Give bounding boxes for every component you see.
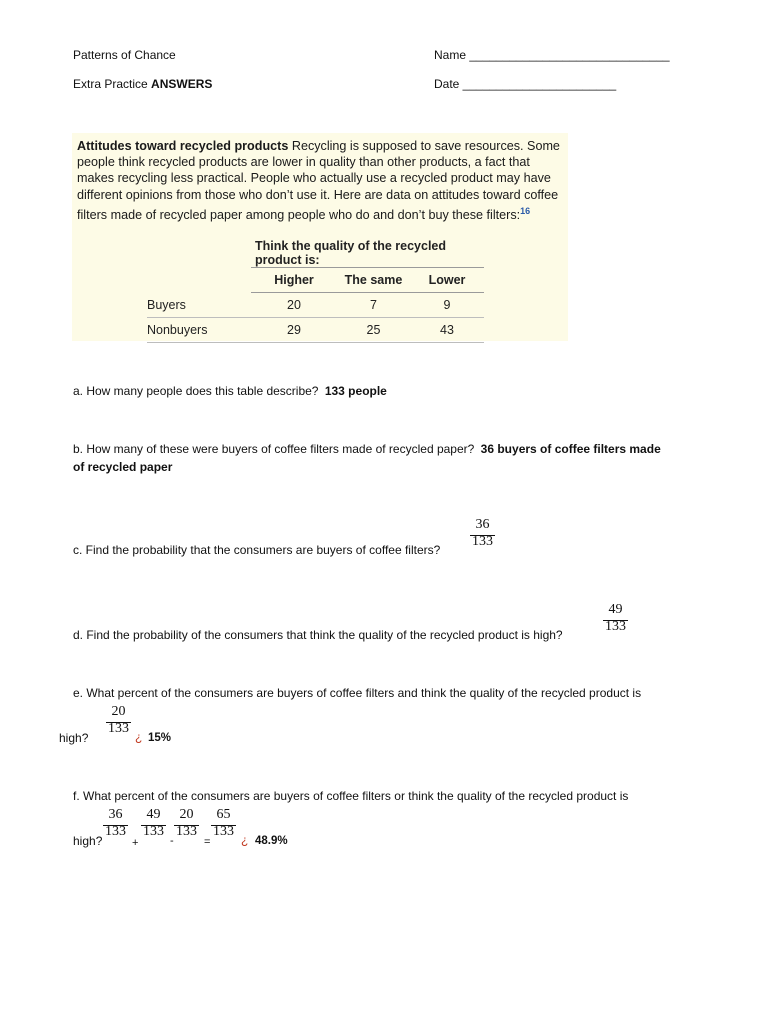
excerpt-paragraph — [77, 138, 563, 223]
answer-e: 15% — [148, 732, 172, 744]
fraction-numerator: 20 — [179, 807, 194, 822]
table-cell: 7 — [337, 293, 410, 318]
question-f-text-continued: high? — [73, 834, 103, 848]
table-cell: 29 — [251, 318, 337, 343]
fraction-numerator: 65 — [216, 807, 231, 822]
approx-symbol: ¿ — [135, 730, 143, 744]
question-a — [73, 384, 387, 398]
answer-c-fraction — [470, 517, 495, 550]
subtitle-prefix: Extra Practice — [73, 77, 148, 91]
table-row — [147, 318, 484, 343]
column-header: The same — [337, 268, 410, 293]
table-cell: 20 — [251, 293, 337, 318]
fraction-numerator: 36 — [108, 807, 123, 822]
row-label: Buyers — [147, 293, 251, 318]
table-row — [147, 293, 484, 318]
fraction-denominator: 133 — [143, 824, 164, 839]
answer-f: 48.9% — [255, 835, 288, 847]
question-b-text: b. How many of these were buyers of coffee filters made of recycled paper? — [73, 442, 475, 456]
table-cell: 9 — [410, 293, 484, 318]
worksheet-subtitle — [73, 77, 212, 91]
fraction-denominator: 133 — [105, 824, 126, 839]
minus-operator: - — [170, 835, 174, 847]
column-header: Lower — [410, 268, 484, 293]
textbook-excerpt — [72, 133, 568, 341]
plus-operator: + — [132, 837, 139, 849]
fraction-denominator: 133 — [605, 619, 626, 634]
table-cell: 43 — [410, 318, 484, 343]
row-label: Nonbuyers — [147, 318, 251, 343]
answer-f-fraction-1 — [103, 807, 128, 840]
fraction-numerator: 49 — [608, 602, 623, 617]
equals-operator: = — [204, 836, 211, 848]
attitudes-table — [147, 239, 484, 343]
subtitle-answers: ANSWERS — [151, 77, 213, 91]
excerpt-title: Attitudes toward recycled products — [77, 139, 289, 153]
question-c-text: c. Find the probability that the consumers are buyers of coffee filters? — [73, 543, 441, 557]
excerpt-text: Recycling is supposed to save resources. Some people think recycled products are lower in quality than other products, a fact that makes recycling less practical. People who actually use a recycled product may have different opinions from those who don’t use it. Here are data on attitudes toward coffee filters made of recycled paper among people who do and don’t buy these filters: — [77, 139, 560, 222]
fraction-numerator: 20 — [111, 704, 126, 719]
fraction-numerator: 49 — [146, 807, 161, 822]
course-title: Patterns of Chance — [73, 48, 176, 62]
footnote-marker: 16 — [520, 205, 531, 216]
table-corner — [147, 268, 251, 293]
question-d-text: d. Find the probability of the consumers that think the quality of the recycled product is high? — [73, 628, 563, 642]
answer-f-fraction-4 — [211, 807, 236, 840]
answer-d-fraction — [603, 602, 628, 635]
question-e-text: e. What percent of the consumers are buyers of coffee filters and think the quality of the recycled product is — [73, 686, 642, 700]
table-cell: 25 — [337, 318, 410, 343]
question-b — [73, 442, 693, 456]
date-field-label: Date _______________________ — [434, 77, 617, 91]
approx-symbol: ¿ — [241, 833, 249, 847]
answer-f-fraction-3 — [174, 807, 199, 840]
column-header: Higher — [251, 268, 337, 293]
question-e-text-continued: high? — [59, 731, 89, 745]
answer-e-fraction — [106, 704, 131, 737]
table-corner — [147, 239, 251, 268]
name-field-label: Name ______________________________ — [434, 48, 670, 62]
fraction-denominator: 133 — [213, 824, 234, 839]
fraction-denominator: 133 — [176, 824, 197, 839]
question-f-text: f. What percent of the consumers are buyers of coffee filters or think the quality of the recycled product is — [73, 789, 629, 803]
table-spanner-header: Think the quality of the recycled product is: — [251, 239, 484, 268]
fraction-numerator: 36 — [475, 517, 490, 532]
answer-a: 133 people — [324, 384, 387, 398]
fraction-denominator: 133 — [472, 534, 493, 549]
question-a-text: a. How many people does this table describe? — [73, 384, 319, 398]
answer-b: 36 buyers of coffee filters made — [480, 442, 661, 456]
answer-f-fraction-2 — [141, 807, 166, 840]
fraction-denominator: 133 — [108, 721, 129, 736]
answer-b-continued: of recycled paper — [73, 460, 173, 474]
